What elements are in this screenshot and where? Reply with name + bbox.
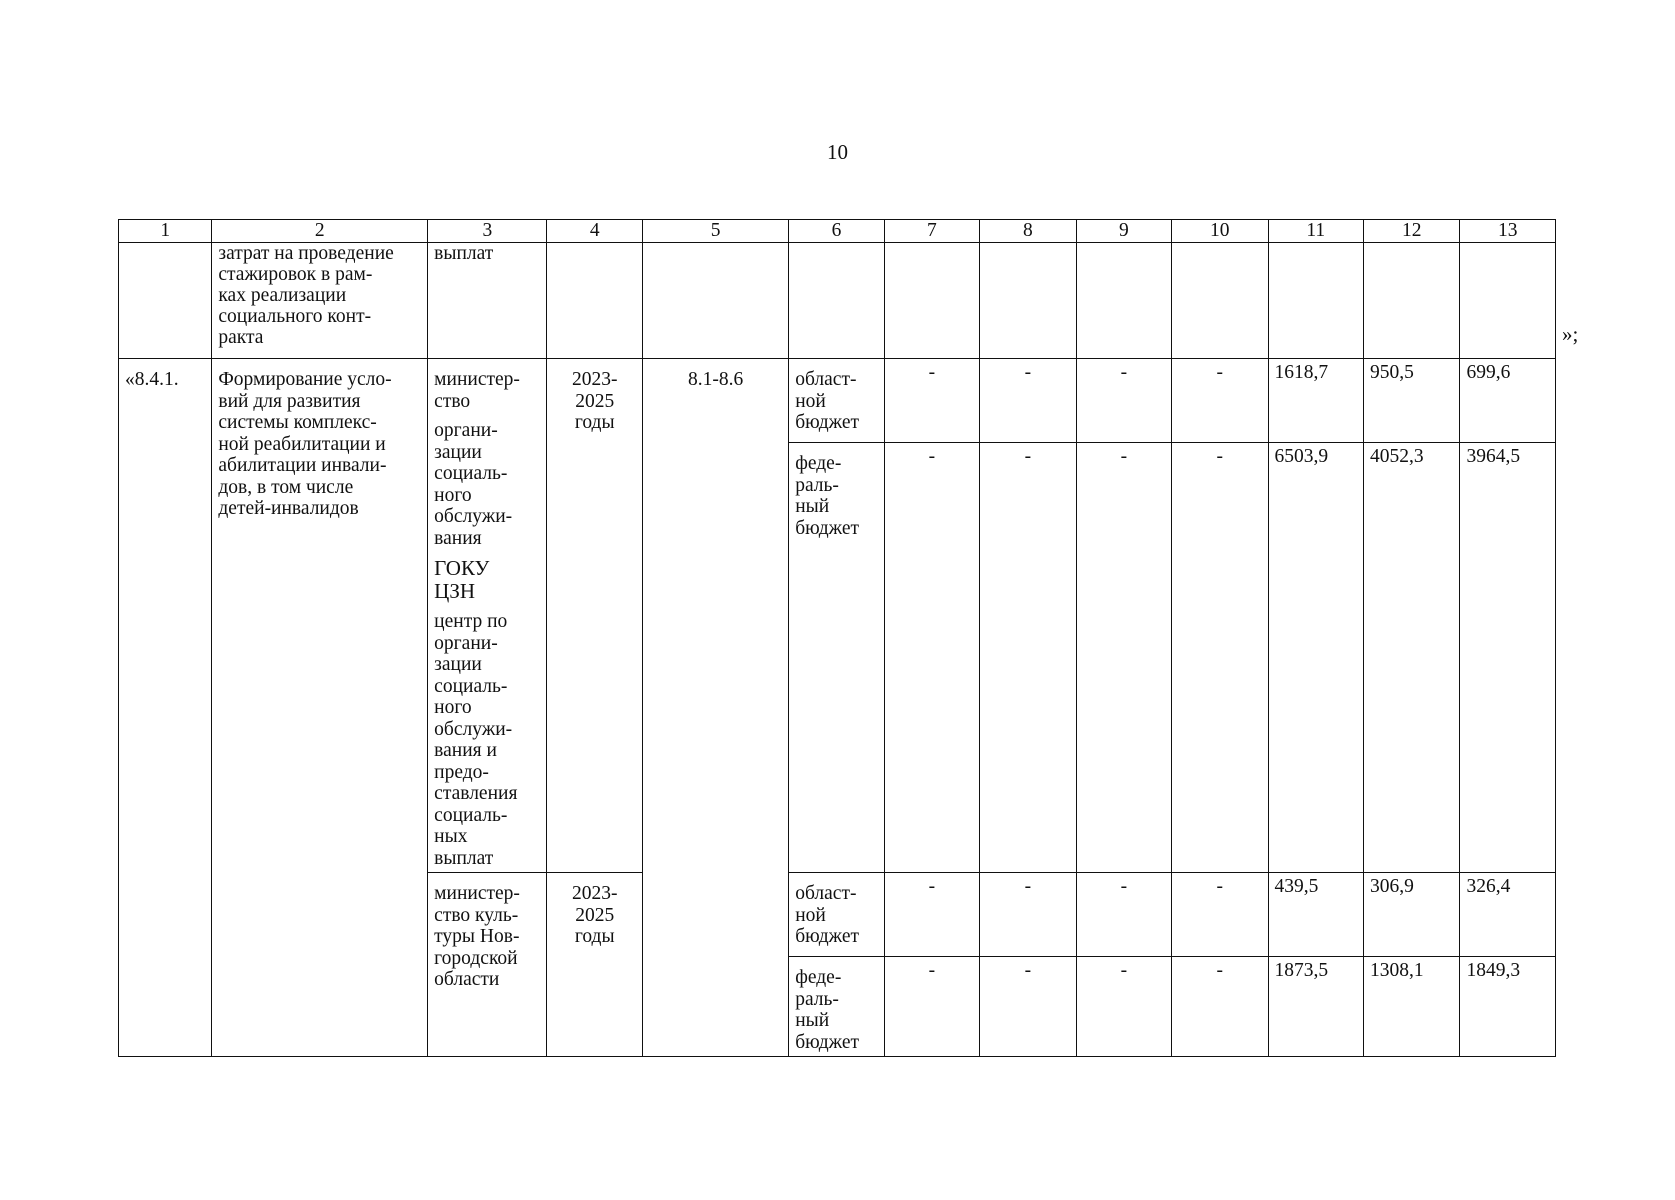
text-line: обслужи- (434, 506, 513, 527)
funding-source-cell (789, 443, 884, 873)
text-line: 2025 (575, 390, 615, 412)
text-line: ной реабилитации и (218, 433, 386, 455)
program-table (118, 219, 1556, 1057)
text-line: системы комплекс- (218, 412, 377, 433)
table-row (119, 359, 1556, 443)
value-cell: - (1172, 359, 1268, 443)
text-line: зации (434, 441, 482, 463)
table-cell (547, 243, 642, 359)
text-line: ной (795, 390, 826, 412)
value-cell: - (1076, 957, 1171, 1057)
text-line: Формирование усло- (218, 369, 392, 390)
value-cell: 439,5 (1268, 873, 1363, 957)
text-line: годы (574, 412, 615, 433)
table-cell (789, 243, 884, 359)
indicators-cell (642, 359, 788, 1057)
text-line: ракта (218, 327, 264, 348)
item-name-cell (212, 359, 428, 1057)
text-line: ЦЗН (434, 579, 476, 603)
text-line: городской (434, 947, 518, 969)
text-line: област- (795, 369, 857, 390)
column-header: 5 (642, 220, 788, 243)
text-line: министер- (434, 883, 520, 904)
value-cell: 699,6 (1460, 359, 1556, 443)
column-header: 10 (1172, 220, 1268, 243)
text-line: центр по (434, 611, 508, 632)
column-header: 9 (1076, 220, 1171, 243)
value-cell: - (1172, 873, 1268, 957)
continued-name-cell (212, 243, 428, 359)
value-cell: - (884, 873, 979, 957)
value-cell: - (980, 443, 1076, 873)
text-line: стажировок в рам- (218, 264, 373, 285)
text-line: области (434, 969, 500, 990)
table-cell (980, 243, 1076, 359)
table-cell (1460, 243, 1556, 359)
table-cell (884, 243, 979, 359)
text-line: вания (434, 527, 482, 549)
text-line: абилитации инвали- (218, 455, 387, 476)
value-cell: - (1076, 359, 1171, 443)
value-cell: 950,5 (1364, 359, 1460, 443)
text-line: феде- (795, 453, 842, 474)
text-line: туры Нов- (434, 926, 520, 947)
text-line: ной (795, 904, 826, 926)
value-cell: - (980, 957, 1076, 1057)
text-line: бюджет (795, 412, 860, 433)
value-cell: 1618,7 (1268, 359, 1363, 443)
value-cell: 1849,3 (1460, 957, 1556, 1057)
text-line: предо- (434, 761, 489, 783)
text-line: выплат (434, 243, 494, 264)
text-line: ГОКУ (434, 556, 490, 580)
text-line: зации (434, 654, 482, 675)
closing-quote-mark: »; (1562, 322, 1579, 346)
text-line: дов, в том числе (218, 476, 354, 498)
table-cell (1364, 243, 1460, 359)
text-line: социаль- (434, 675, 508, 697)
column-header: 11 (1268, 220, 1363, 243)
value-cell: - (1076, 873, 1171, 957)
indicators-value: 8.1-8.6 (687, 369, 744, 390)
text-line: 2025 (575, 904, 615, 926)
text-line: затрат на проведение (218, 243, 394, 264)
column-header: 6 (789, 220, 884, 243)
value-cell: 1308,1 (1364, 957, 1460, 1057)
text-line: социаль- (434, 804, 508, 826)
text-line: социаль- (434, 463, 508, 484)
table-cell (119, 243, 212, 359)
value-cell: 4052,3 (1364, 443, 1460, 873)
text-line: област- (795, 883, 857, 904)
executors-cell (428, 873, 547, 1057)
text-line: министер- (434, 369, 520, 390)
executors-cell (428, 359, 547, 873)
period-cell (547, 359, 642, 873)
column-header: 8 (980, 220, 1076, 243)
text-line: выплат (434, 847, 494, 869)
funding-source-cell (789, 873, 884, 957)
text-line: бюджет (795, 926, 860, 947)
funding-source-cell (789, 957, 884, 1057)
text-line: обслужи- (434, 718, 513, 740)
continued-executor-cell (428, 243, 547, 359)
table-cell (1172, 243, 1268, 359)
funding-source-cell (789, 359, 884, 443)
value-cell: 326,4 (1460, 873, 1556, 957)
spacer (434, 412, 540, 420)
column-header: 1 (119, 220, 212, 243)
value-cell: - (1076, 443, 1171, 873)
text-line: органи- (434, 420, 498, 441)
value-cell: 306,9 (1364, 873, 1460, 957)
column-header: 13 (1460, 220, 1556, 243)
text-line: ного (434, 697, 472, 718)
value-cell: - (980, 873, 1076, 957)
continuation-row (119, 243, 1556, 359)
value-cell: - (980, 359, 1076, 443)
text-line: социального конт- (218, 306, 372, 327)
text-line: ного (434, 484, 472, 506)
header-row (119, 220, 1556, 243)
text-line: ках реализации (218, 285, 347, 306)
text-line: раль- (795, 474, 839, 496)
text-line: бюджет (795, 1031, 860, 1053)
value-cell: 1873,5 (1268, 957, 1363, 1057)
text-line: феде- (795, 967, 842, 988)
text-line: органи- (434, 632, 498, 654)
text-line: раль- (795, 988, 839, 1010)
value-cell: - (884, 359, 979, 443)
text-line: бюджет (795, 517, 860, 539)
column-header: 4 (547, 220, 642, 243)
table-cell (642, 243, 788, 359)
text-line: вий для развития (218, 390, 361, 412)
value-cell: - (884, 957, 979, 1057)
text-line: ных (434, 826, 468, 847)
column-header: 2 (212, 220, 428, 243)
page-number: 10 (827, 140, 848, 164)
text-line: ный (795, 1010, 830, 1031)
table-cell (1268, 243, 1363, 359)
value-cell: 3964,5 (1460, 443, 1556, 873)
table-cell (1076, 243, 1171, 359)
item-number-cell (119, 359, 212, 1057)
item-number: «8.4.1. (125, 369, 179, 390)
value-cell: - (884, 443, 979, 873)
text-line: 2023- (571, 369, 618, 390)
text-line: 2023- (571, 883, 618, 904)
text-line: ство (434, 390, 471, 412)
text-line: ство куль- (434, 904, 519, 926)
value-cell: 6503,9 (1268, 443, 1363, 873)
column-header: 3 (428, 220, 547, 243)
column-header: 7 (884, 220, 979, 243)
column-header: 12 (1364, 220, 1460, 243)
text-line: ный (795, 496, 830, 517)
text-line: детей-инвалидов (218, 498, 359, 519)
text-line: вания и (434, 740, 497, 761)
text-line: годы (574, 926, 615, 947)
value-cell: - (1172, 443, 1268, 873)
value-cell: - (1172, 957, 1268, 1057)
text-line: ставления (434, 783, 518, 804)
period-cell (547, 873, 642, 1057)
spacer (434, 603, 540, 611)
